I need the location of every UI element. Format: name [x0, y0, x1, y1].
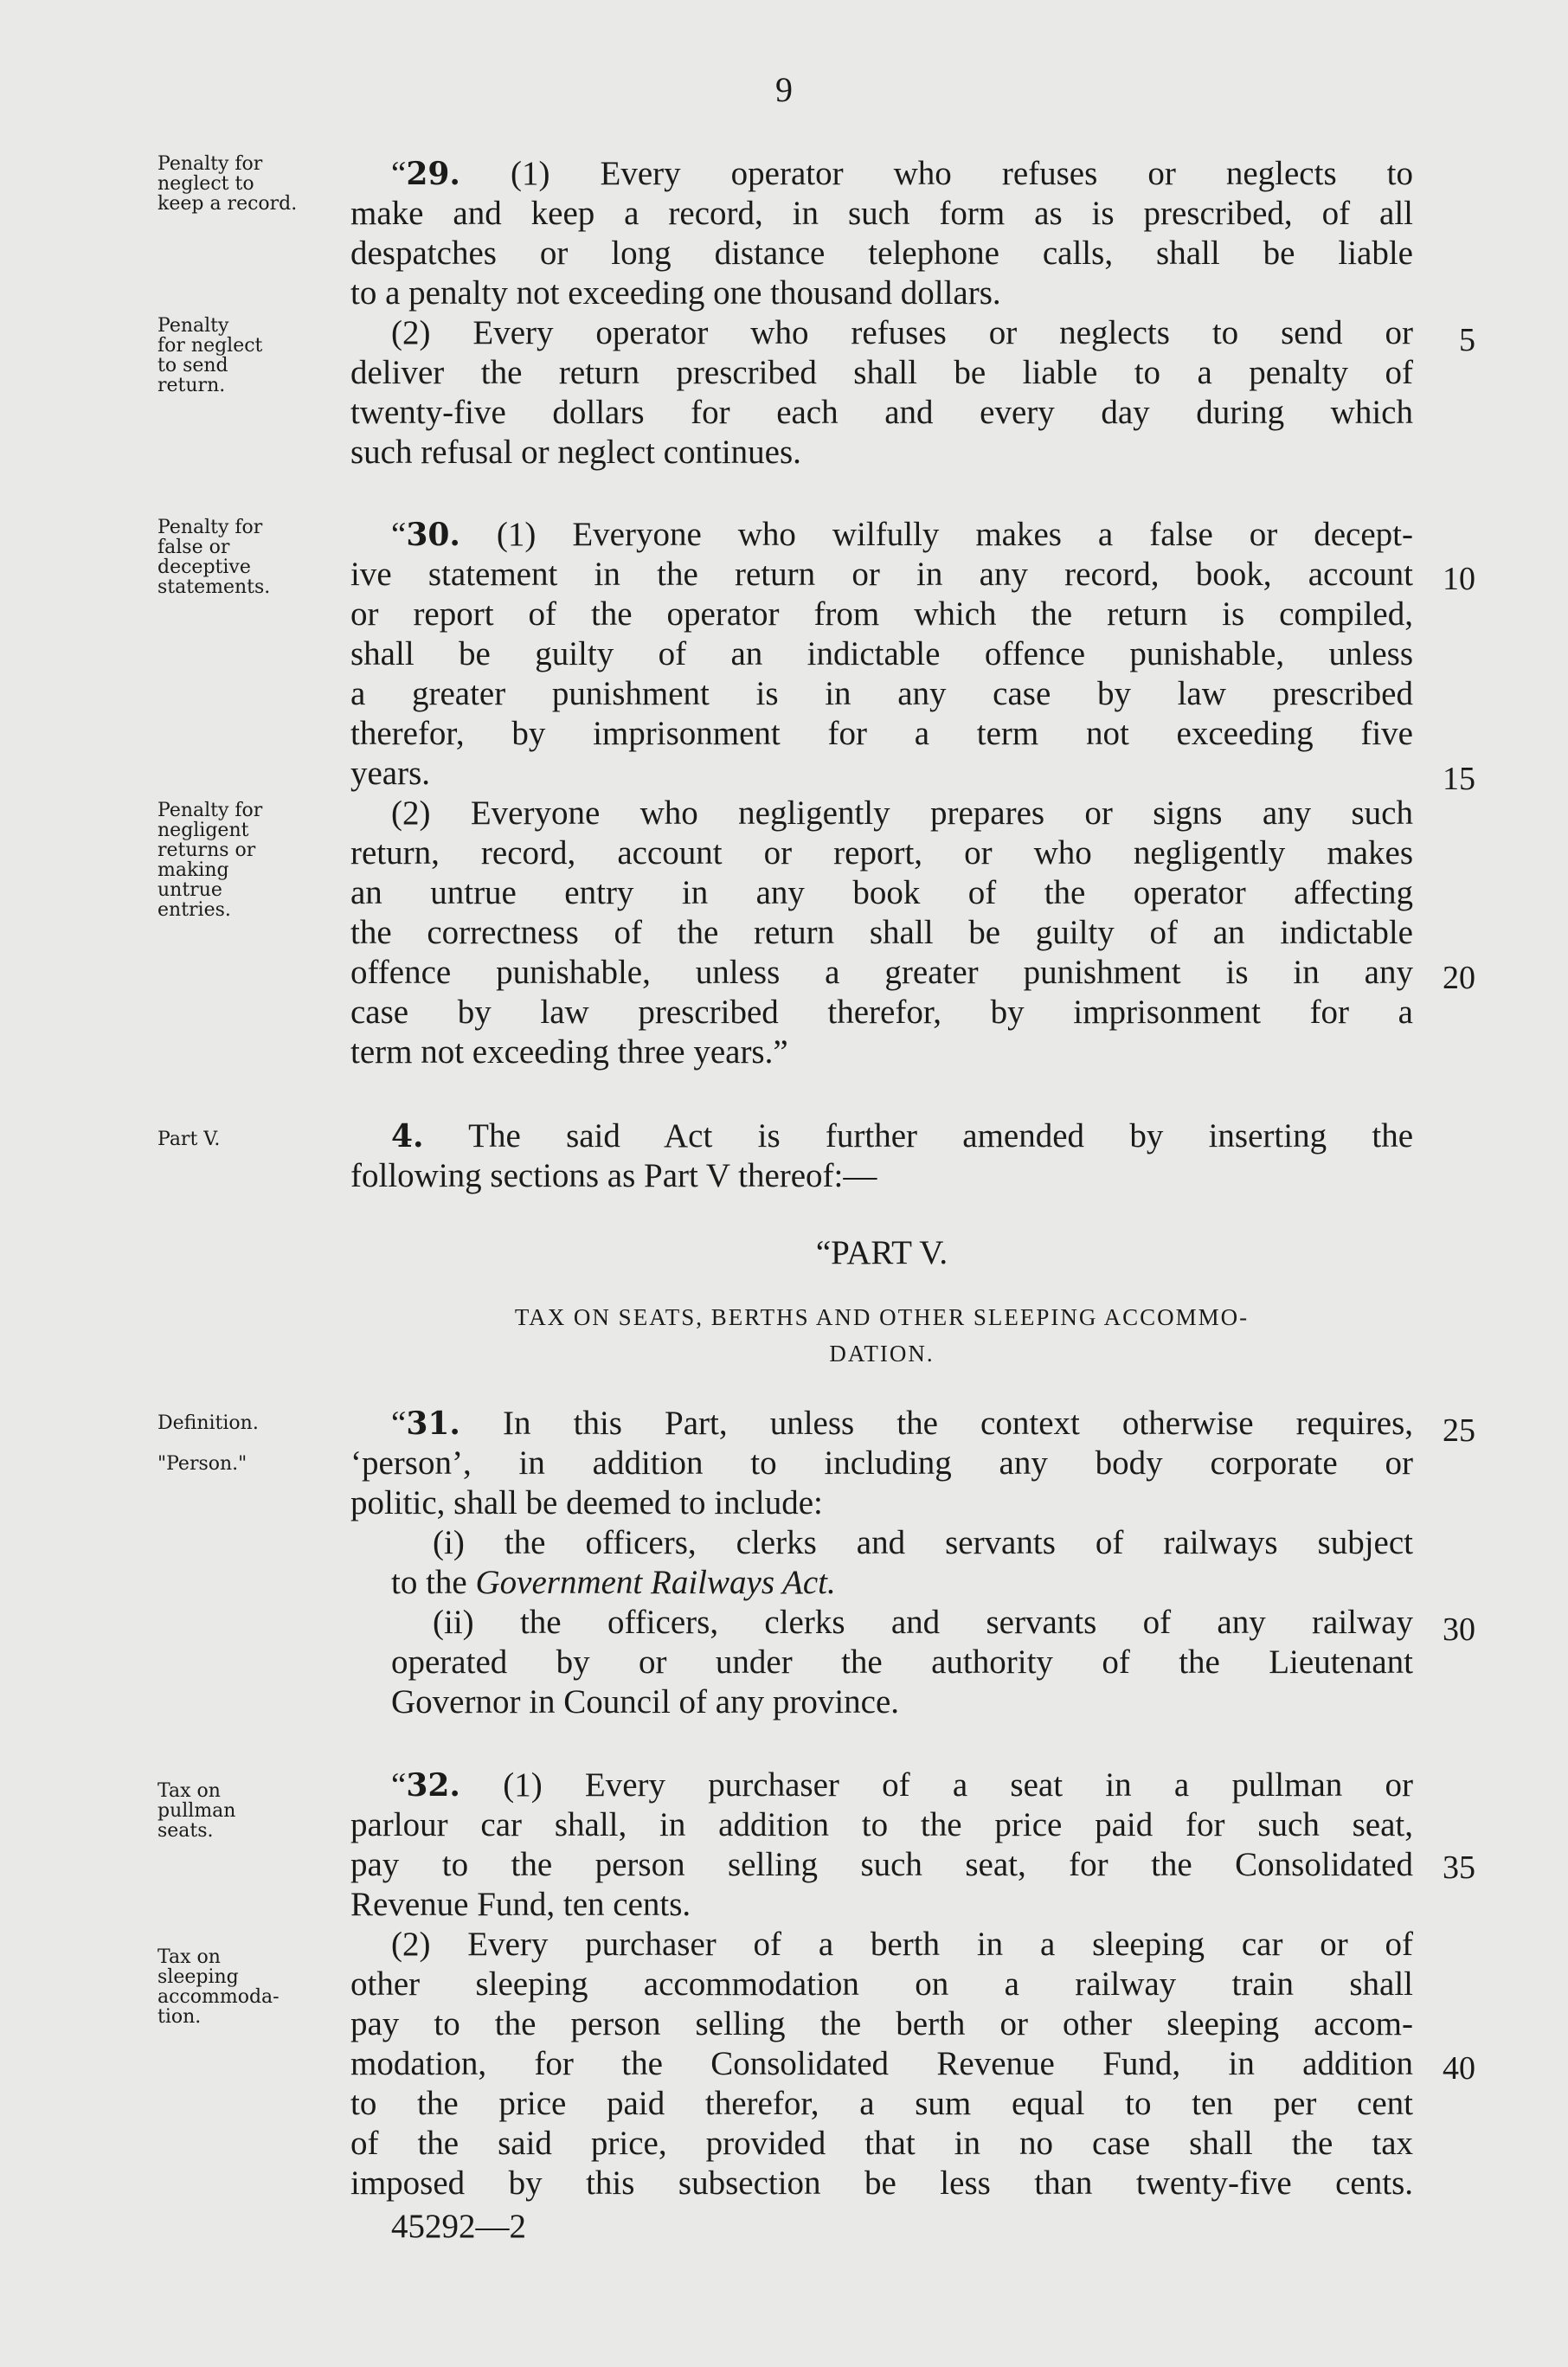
- body-line: an untrue entry in any book of the operator affecting: [350, 874, 1413, 911]
- act-title: Government Railways Act.: [475, 1564, 836, 1601]
- margin-note-line: entries.: [157, 899, 231, 921]
- body-line: despatches or long distance telephone calls, shall be liable: [350, 235, 1413, 272]
- margin-note-pullman-seats: [157, 1781, 235, 1841]
- margin-note-line: Penalty: [157, 315, 229, 337]
- page-number: 9: [775, 70, 793, 109]
- printer-code: 45292—2: [391, 2208, 526, 2245]
- body-line: return, record, account or report, or who negligently makes: [350, 834, 1413, 872]
- margin-note-line: Definition.: [157, 1412, 259, 1434]
- body-line: operated by or under the authority of the Lieutenant: [391, 1643, 1413, 1681]
- body-line: case by law prescribed therefor, by imprisonment for a: [350, 994, 1413, 1031]
- body-line: other sleeping accommodation on a railway train shall: [350, 1965, 1413, 2003]
- margin-note-line: deceptive: [157, 556, 251, 578]
- body-line: “32. (1) Every purchaser of a seat in a pullman or: [391, 1766, 1413, 1804]
- body-line: the correctness of the return shall be guilty of an indictable: [350, 914, 1413, 951]
- body-line: term not exceeding three years.”: [350, 1033, 788, 1071]
- margin-note-line: false or: [157, 537, 230, 558]
- section-number: 4.: [391, 1118, 424, 1155]
- body-line: ive statement in the return or in any record, book, account: [350, 556, 1413, 593]
- body-line: (2) Every operator who refuses or neglects to send or: [391, 314, 1413, 351]
- body-line: deliver the return prescribed shall be liable to a penalty of: [350, 354, 1413, 391]
- margin-note-false-statements: [157, 518, 270, 597]
- body-line: ‘person’, in addition to including any body corporate or: [350, 1444, 1413, 1482]
- margin-note-line: "Person.": [157, 1453, 247, 1475]
- margin-note-line: Tax on: [157, 1946, 221, 1968]
- body-line: following sections as Part V thereof:—: [350, 1157, 877, 1194]
- margin-note-line: statements.: [157, 576, 271, 598]
- margin-note-penalty-return: [157, 316, 262, 396]
- line-number: 15: [1443, 761, 1475, 797]
- body-line: modation, for the Consolidated Revenue Fund, in addition: [350, 2045, 1413, 2082]
- body-line: “31. In this Part, unless the context otherwise requires,: [391, 1405, 1413, 1442]
- body-line: parlour car shall, in addition to the price paid for such seat,: [350, 1806, 1413, 1843]
- margin-note-line: seats.: [157, 1820, 214, 1842]
- margin-note-line: Penalty for: [157, 153, 263, 175]
- section-number: 30.: [406, 517, 460, 553]
- line-number: 25: [1443, 1412, 1475, 1449]
- body-line: “29. (1) Every operator who refuses or neglects to: [391, 155, 1413, 192]
- body-line: pay to the person selling such seat, for the Consolidated: [350, 1846, 1413, 1883]
- part-subtitle: DATION.: [829, 1341, 935, 1367]
- body-line: twenty-five dollars for each and every day during which: [350, 394, 1413, 431]
- body-line: to the Government Railways Act.: [391, 1564, 836, 1601]
- part-title: “PART V.: [815, 1234, 948, 1271]
- body-line: or report of the operator from which the return is compiled,: [350, 595, 1413, 633]
- line-number: 5: [1459, 322, 1475, 358]
- body-line: therefor, by imprisonment for a term not exceeding five: [350, 715, 1413, 752]
- margin-note-line: to send: [157, 355, 228, 376]
- body-line: offence punishable, unless a greater punishment is in any: [350, 954, 1413, 991]
- body-line: years.: [350, 755, 431, 792]
- margin-note-person: [157, 1454, 247, 1474]
- margin-note-penalty-record: [157, 154, 297, 214]
- body-line: politic, shall be deemed to include:: [350, 1484, 823, 1521]
- part-subtitle: TAX ON SEATS, BERTHS AND OTHER SLEEPING ACCOMMO-: [514, 1304, 1250, 1330]
- body-line: shall be guilty of an indictable offence punishable, unless: [350, 635, 1413, 672]
- line-number: 40: [1443, 2050, 1475, 2087]
- margin-note-line: for neglect: [157, 335, 263, 357]
- body-line: to the price paid therefor, a sum equal to ten per cent: [350, 2085, 1413, 2122]
- body-line: 4. The said Act is further amended by inserting the: [391, 1117, 1413, 1155]
- margin-note-definition: [157, 1413, 259, 1433]
- line-number: 20: [1443, 960, 1475, 996]
- margin-note-sleeping-accommodation: [157, 1947, 280, 2027]
- line-number: 30: [1443, 1611, 1475, 1648]
- margin-note-line: sleeping: [157, 1966, 239, 1988]
- margin-note-line: making: [157, 859, 229, 881]
- margin-note-line: negligent: [157, 820, 249, 841]
- margin-note-line: keep a record.: [157, 193, 298, 215]
- body-line: pay to the person selling the berth or other sleeping accom-: [350, 2005, 1413, 2042]
- section-number: 31.: [406, 1405, 460, 1442]
- body-line: Governor in Council of any province.: [391, 1683, 900, 1721]
- margin-note-part-v: [157, 1129, 220, 1149]
- line-number: 35: [1443, 1849, 1475, 1886]
- margin-note-line: untrue: [157, 879, 222, 901]
- margin-note-line: pullman: [157, 1800, 236, 1822]
- margin-note-line: neglect to: [157, 173, 254, 195]
- body-line: make and keep a record, in such form as is prescribed, of all: [350, 195, 1413, 232]
- section-number: 32.: [406, 1767, 460, 1804]
- margin-note-line: Penalty for: [157, 800, 263, 821]
- body-line: (2) Everyone who negligently prepares or signs any such: [391, 794, 1413, 832]
- body-line: “30. (1) Everyone who wilfully makes a false or decept-: [391, 516, 1413, 553]
- margin-note-line: tion.: [157, 2006, 202, 2028]
- body-line: of the said price, provided that in no case shall the tax: [350, 2125, 1413, 2162]
- body-line: such refusal or neglect continues.: [350, 434, 801, 471]
- margin-note-line: Penalty for: [157, 517, 263, 538]
- margin-note-line: Part V.: [157, 1129, 221, 1150]
- line-number: 10: [1443, 561, 1475, 597]
- body-line: to a penalty not exceeding one thousand dollars.: [350, 274, 1001, 312]
- body-line: (i) the officers, clerks and servants of railways subject: [433, 1524, 1413, 1561]
- body-line: a greater punishment is in any case by law prescribed: [350, 675, 1413, 712]
- margin-note-line: returns or: [157, 839, 256, 861]
- body-line: (ii) the officers, clerks and servants of any railway: [433, 1604, 1413, 1641]
- margin-note-line: return.: [157, 375, 226, 396]
- margin-note-line: Tax on: [157, 1780, 221, 1802]
- body-line: (2) Every purchaser of a berth in a sleeping car or of: [391, 1926, 1413, 1963]
- body-line: imposed by this subsection be less than twenty-five cents.: [350, 2164, 1413, 2202]
- body-line: Revenue Fund, ten cents.: [350, 1886, 691, 1923]
- margin-note-negligent-returns: [157, 801, 262, 920]
- margin-note-line: accommoda-: [157, 1986, 280, 2008]
- section-number: 29.: [406, 156, 460, 192]
